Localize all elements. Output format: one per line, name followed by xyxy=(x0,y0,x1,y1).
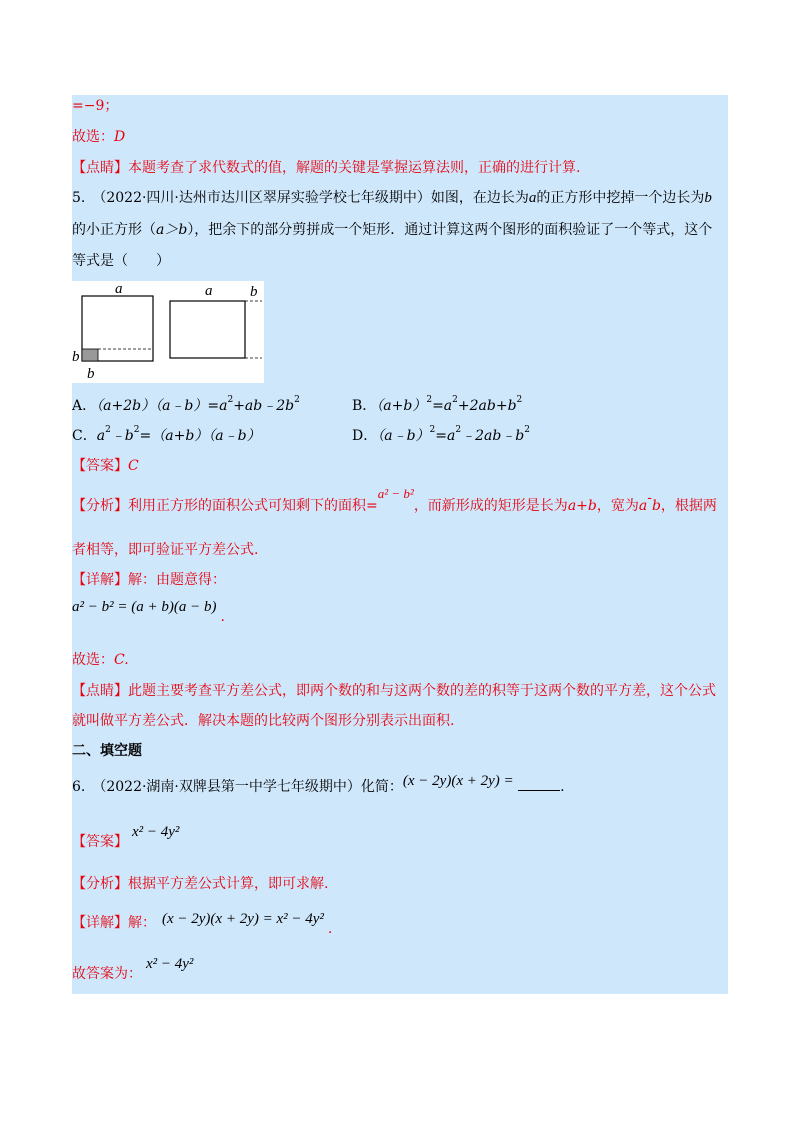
comment-text: 本题考查了求代数式的值，解题的关键是掌握运算法则，正确的进行计算. xyxy=(128,160,581,176)
choose-5 xyxy=(72,650,129,670)
q5-condition: a＞b xyxy=(156,222,188,238)
option-c-exp2: 2 xyxy=(133,425,140,436)
answer-5-value: C xyxy=(128,458,139,474)
analysis-5-text-5: 者相等，即可验证平方差公式. xyxy=(72,542,259,558)
choose-5-prefix: 故选： xyxy=(72,652,114,668)
question-5-line-3 xyxy=(72,251,170,271)
square-figure xyxy=(72,281,264,383)
comment-tag: 【点睛】 xyxy=(72,160,128,176)
option-d-text: （a﹣b） xyxy=(377,428,430,444)
q5-text-a: 5. （2022·四川·达州市达川区翠屏实验学校七年级期中）如图，在边长为 xyxy=(72,190,529,206)
detail-5-formula: a² − b² = (a + b)(a − b) xyxy=(72,599,217,615)
analysis-5-width-minus: - xyxy=(647,490,652,506)
comment-line xyxy=(72,158,580,178)
label-a-left: a xyxy=(115,281,123,297)
option-c-text: a xyxy=(96,428,106,444)
analysis-5-text-3: ，宽为 xyxy=(596,498,639,514)
label-b-bottom: b xyxy=(87,366,95,382)
option-b-exp1: 2 xyxy=(426,395,433,406)
comment-5-line-2 xyxy=(72,711,454,731)
q5-var-a: a xyxy=(528,190,537,206)
analysis-6-tag: 【分析】 xyxy=(72,876,128,892)
answer-6 xyxy=(72,824,180,852)
option-a-text2: +ab﹣2b xyxy=(233,398,295,414)
choice-prefix: 故选： xyxy=(72,129,114,145)
choose-5-value: C. xyxy=(114,652,129,668)
option-b-text2: =a xyxy=(432,398,453,414)
option-b-exp2: 2 xyxy=(452,395,458,406)
option-a[interactable] xyxy=(72,396,300,416)
section-heading: 二、填空题 xyxy=(72,743,142,759)
analysis-5-width-b: b xyxy=(651,498,661,514)
label-a-right: a xyxy=(205,283,213,299)
analysis-5-text-4: ，根据两 xyxy=(660,498,717,514)
final-6-formula: x² − 4y² xyxy=(146,956,194,972)
comment-5-text-1: 此题主要考查平方差公式，即两个数的和与这两个数的差的积等于这两个数的平方差，这个公式 xyxy=(128,683,716,699)
detail-5 xyxy=(72,570,226,590)
detail-5-text: 解：由题意得： xyxy=(128,572,226,588)
analysis-6 xyxy=(72,874,328,894)
analysis-6-text: 根据平方差公式计算，即可求解. xyxy=(128,876,329,892)
q6-text: 6. （2022·湖南·双牌县第一中学七年级期中）化简： xyxy=(72,779,403,795)
q5-text-c: 的小正方形（ xyxy=(72,222,156,238)
detail-6 xyxy=(72,911,333,937)
option-d-exp2: 2 xyxy=(455,425,462,436)
detail-5-dot: . xyxy=(220,609,225,625)
comment-5-tag: 【点睛】 xyxy=(72,683,128,699)
label-b-top: b xyxy=(250,284,258,300)
q5-text-b: 的正方形中挖掉一个边长为 xyxy=(536,190,705,206)
analysis-5-text-1: 利用正方形的面积公式可知剩下的面积= xyxy=(128,498,378,514)
option-a-exp2: 2 xyxy=(294,395,300,406)
answer-6-tag: 【答案】 xyxy=(72,834,128,850)
question-5-line-1 xyxy=(72,188,712,208)
option-c[interactable] xyxy=(72,426,261,446)
option-d-exp1: 2 xyxy=(429,425,436,436)
detail-6-formula: (x − 2y)(x + 2y) = x² − 4y² xyxy=(162,911,324,927)
option-d[interactable] xyxy=(352,426,530,446)
comment-5-text-2: 就叫做平方差公式．解决本题的比较两个图形分别表示出面积. xyxy=(72,713,455,729)
answer-choice-line xyxy=(72,127,125,147)
answer-6-formula: x² − 4y² xyxy=(132,824,180,840)
option-d-label: D． xyxy=(352,428,378,444)
final-6-text: 故答案为： xyxy=(72,966,142,982)
result-value: =−9； xyxy=(72,98,119,114)
option-b-text3: +2ab+b xyxy=(457,398,517,414)
detail-6-dot: . xyxy=(327,921,333,937)
option-a-text: （a+2b）（a﹣b）=a xyxy=(96,398,228,414)
result-line xyxy=(72,96,118,116)
q6-end: . xyxy=(560,779,565,795)
label-b-left: b xyxy=(72,349,80,365)
option-a-exp1: 2 xyxy=(227,395,234,406)
detail-6-tag: 【详解】 xyxy=(72,915,128,931)
question-6 xyxy=(72,773,565,797)
square-figure-svg xyxy=(72,281,264,383)
option-d-text3: ﹣2ab﹣b xyxy=(461,428,525,444)
option-d-text2: =a xyxy=(435,428,456,444)
option-c-label: C． xyxy=(72,428,97,444)
option-c-exp1: 2 xyxy=(105,425,111,436)
q5-text-d: ），把余下的部分剪拼成一个矩形．通过计算这两个图形的面积验证了一个等式，这个 xyxy=(187,222,713,238)
analysis-5-line-2 xyxy=(72,540,258,560)
final-6 xyxy=(72,956,194,984)
option-a-label: A． xyxy=(72,398,97,414)
analysis-5-formula: a² − b² xyxy=(377,486,414,501)
option-d-exp3: 2 xyxy=(524,425,531,436)
comment-5-line-1 xyxy=(72,681,716,701)
analysis-5-tag: 【分析】 xyxy=(72,498,128,514)
option-b-exp3: 2 xyxy=(516,395,523,406)
analysis-5-length: a+b xyxy=(567,498,597,514)
detail-6-text: 解： xyxy=(128,915,156,931)
q6-formula: (x − 2y)(x + 2y) = xyxy=(402,773,514,789)
detail-5-tag: 【详解】 xyxy=(72,572,128,588)
option-c-text2: ﹣b xyxy=(110,428,134,444)
q6-blank[interactable] xyxy=(518,777,560,791)
detail-5-formula-line xyxy=(72,597,225,625)
question-5-line-2 xyxy=(72,220,712,240)
q5-var-b: b xyxy=(704,190,712,206)
answer-5 xyxy=(72,456,139,476)
option-b[interactable] xyxy=(352,396,522,416)
answer-5-tag: 【答案】 xyxy=(72,458,128,474)
q5-text-e: 等式是（ ） xyxy=(72,253,170,269)
analysis-5-line-1 xyxy=(72,486,717,516)
option-b-text: （a+b） xyxy=(376,398,427,414)
choice-value: D xyxy=(114,129,126,145)
option-c-text3: =（a+b）（a﹣b） xyxy=(139,428,261,444)
analysis-5-text-2: ，而新形成的矩形是长为 xyxy=(413,498,568,514)
analysis-5-width-a: a xyxy=(638,498,648,514)
option-b-label: B． xyxy=(352,398,377,414)
